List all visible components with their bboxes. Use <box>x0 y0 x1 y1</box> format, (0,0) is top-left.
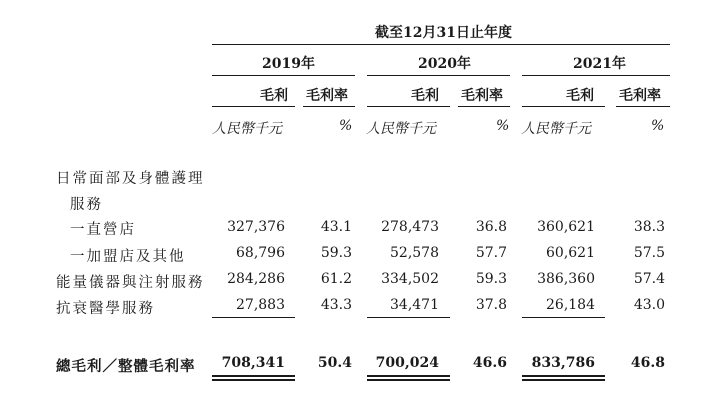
total-label: 總毛利／整體毛利率 <box>56 358 196 375</box>
colhdr-rule-m-2019 <box>303 106 355 107</box>
total-double-rule-bottom-2021 <box>522 379 605 381</box>
subtotal-rule-gp-2019 <box>212 317 295 318</box>
total-gp-2019: 708,341 <box>221 355 285 371</box>
cell-energy-m-2020: 59.3 <box>475 271 507 287</box>
period-title: 截至12月31日止年度 <box>375 25 512 41</box>
row-label-anti-aging: 抗衰醫學服務 <box>56 301 155 317</box>
total-double-rule-top-2020 <box>367 375 450 377</box>
year-2020: 2020年 <box>418 56 471 72</box>
colhdr-rule-gp-2020 <box>367 106 450 107</box>
col-header-gross-profit-2019: 毛利 <box>260 88 288 104</box>
col-header-margin-2021: 毛利率 <box>619 88 661 104</box>
cell-franchise-m-2021: 57.5 <box>633 245 665 261</box>
cell-antiaging-m-2021: 43.0 <box>633 297 665 313</box>
cell-direct-gp-2021: 360,621 <box>537 219 595 235</box>
year-rule-2021 <box>522 75 670 76</box>
cell-franchise-gp-2019: 68,796 <box>236 245 285 261</box>
cell-antiaging-gp-2021: 26,184 <box>546 297 595 313</box>
cell-franchise-gp-2020: 52,578 <box>390 245 439 261</box>
cell-franchise-m-2020: 57.7 <box>475 245 507 261</box>
unit-currency-2021: 人民幣千元 <box>521 121 591 137</box>
col-header-gross-profit-2020: 毛利 <box>411 88 439 104</box>
year-2019: 2019年 <box>262 56 315 72</box>
year-2021: 2021年 <box>573 56 626 72</box>
unit-percent-2021: % <box>651 118 665 134</box>
row-label-franchise: 一加盟店及其他 <box>70 249 186 265</box>
cell-direct-m-2019: 43.1 <box>320 219 352 235</box>
row-label-energy-devices: 能量儀器與注射服務 <box>56 275 205 291</box>
cell-franchise-gp-2021: 60,621 <box>546 245 595 261</box>
total-gp-2021: 833,786 <box>531 355 595 371</box>
year-rule-2020 <box>367 75 510 76</box>
cell-direct-m-2021: 38.3 <box>633 219 665 235</box>
cell-direct-m-2020: 36.8 <box>475 219 507 235</box>
total-m-2019: 50.4 <box>317 355 352 371</box>
unit-currency-2020: 人民幣千元 <box>366 121 436 137</box>
unit-percent-2020: % <box>496 118 510 134</box>
colhdr-rule-m-2021 <box>616 106 670 107</box>
row-label-direct-stores: 一直營店 <box>70 222 136 238</box>
total-double-rule-top-2019 <box>212 375 295 377</box>
cell-direct-gp-2019: 327,376 <box>227 219 285 235</box>
cell-energy-gp-2020: 334,502 <box>381 271 439 287</box>
cell-energy-gp-2021: 386,360 <box>537 271 595 287</box>
col-header-margin-2019: 毛利率 <box>306 88 348 104</box>
cell-energy-m-2021: 57.4 <box>633 271 665 287</box>
total-double-rule-bottom-2019 <box>212 379 295 381</box>
cell-energy-gp-2019: 284,286 <box>227 271 285 287</box>
unit-percent-2019: % <box>339 118 353 134</box>
unit-currency-2019: 人民幣千元 <box>212 121 282 137</box>
total-double-rule-top-2021 <box>522 375 605 377</box>
cell-direct-gp-2020: 278,473 <box>381 219 439 235</box>
cell-antiaging-m-2019: 43.3 <box>320 297 352 313</box>
colhdr-rule-gp-2021 <box>522 106 605 107</box>
total-gp-2020: 700,024 <box>375 355 439 371</box>
cell-energy-m-2019: 61.2 <box>320 271 352 287</box>
cell-antiaging-gp-2019: 27,883 <box>236 297 285 313</box>
subtotal-rule-gp-2020 <box>367 317 450 318</box>
col-header-margin-2020: 毛利率 <box>461 88 503 104</box>
total-m-2020: 46.6 <box>472 355 507 371</box>
period-rule <box>212 44 670 45</box>
row-label-daily-care: 日常面部及身體護理 <box>56 171 205 187</box>
subtotal-rule-gp-2021 <box>522 317 605 318</box>
year-rule-2019 <box>212 75 355 76</box>
row-label-services: 服務 <box>70 197 103 213</box>
cell-franchise-m-2019: 59.3 <box>320 245 352 261</box>
cell-antiaging-gp-2020: 34,471 <box>390 297 439 313</box>
colhdr-rule-gp-2019 <box>212 106 295 107</box>
col-header-gross-profit-2021: 毛利 <box>566 88 594 104</box>
colhdr-rule-m-2020 <box>458 106 510 107</box>
total-m-2021: 46.8 <box>630 355 665 371</box>
total-double-rule-bottom-2020 <box>367 379 450 381</box>
cell-antiaging-m-2020: 37.8 <box>475 297 507 313</box>
